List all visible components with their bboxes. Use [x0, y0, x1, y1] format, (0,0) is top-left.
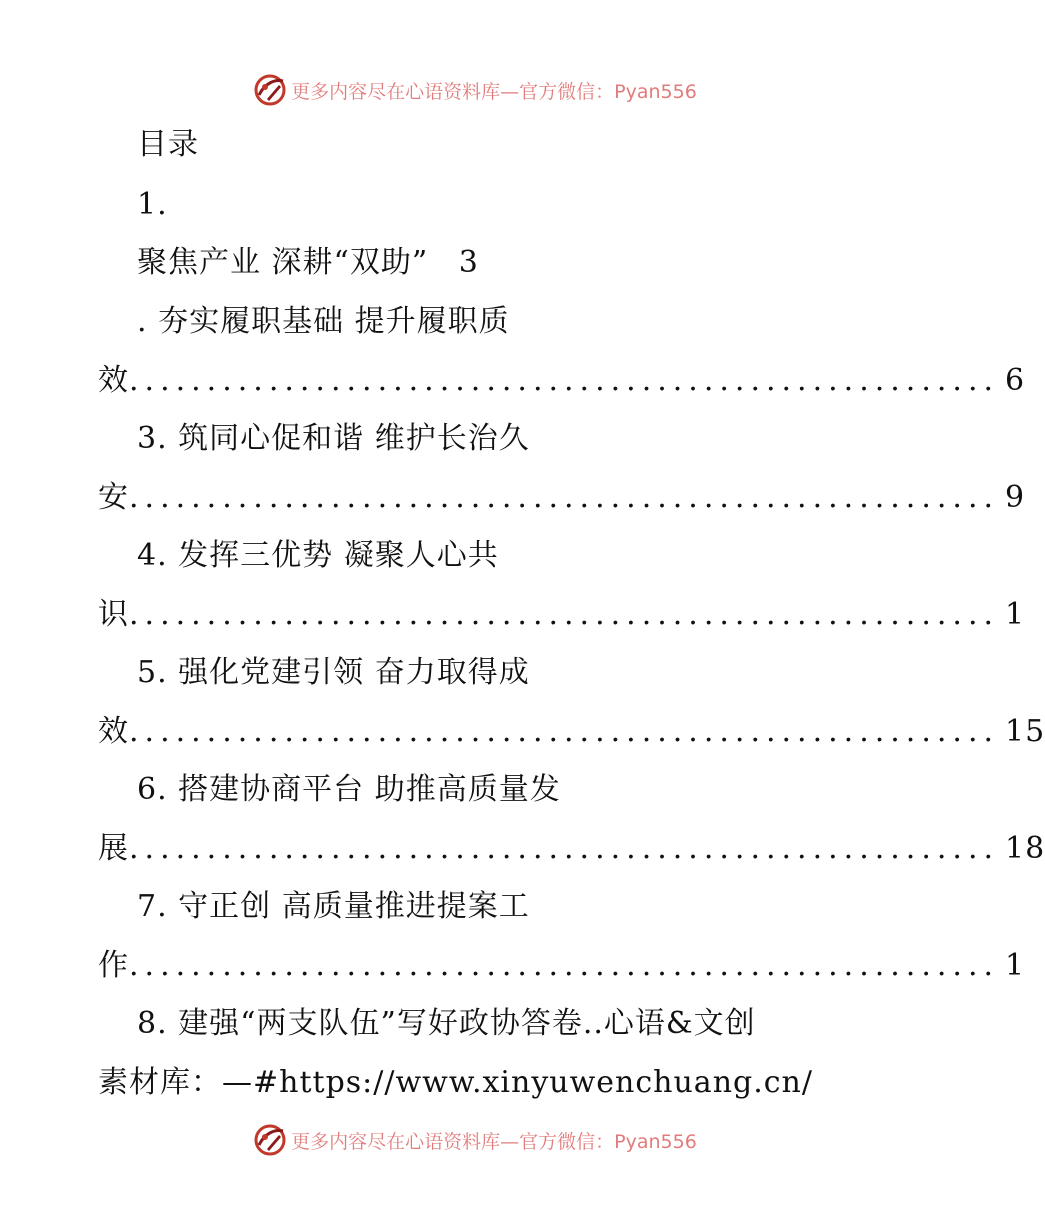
- toc-item-2-cont: 效: [98, 363, 129, 398]
- toc-item-1[interactable]: [137, 243, 479, 283]
- bottom-banner: [0, 1120, 950, 1160]
- toc-item-6-title[interactable]: 6. 搭建协商平台 助推高质量发: [137, 772, 561, 807]
- toc-item-1-number: 1.: [137, 187, 168, 222]
- toc-item-3-cont: 安: [98, 480, 129, 515]
- pen-logo-icon: [253, 73, 287, 107]
- toc-item-5-cont: 效: [98, 714, 129, 749]
- wechat-id: Pyan556: [614, 1130, 697, 1153]
- toc-item-5-page: 15: [1005, 714, 1045, 749]
- toc-item-8-cont[interactable]: 素材库：—#https://www.xinyuwenchuang.cn/: [98, 1065, 813, 1100]
- toc-item-7-cont: 作: [98, 948, 129, 983]
- toc-item-4-page: 1: [1005, 597, 1026, 632]
- toc-item-6-page: 18: [1005, 831, 1045, 866]
- toc-item-2-title[interactable]: . 夯实履职基础 提升履职质: [137, 304, 510, 339]
- pen-logo-icon: [253, 1123, 287, 1157]
- toc-item-6-leader: [98, 829, 1045, 869]
- toc-title: 目录: [137, 127, 199, 162]
- dot-leader: ........................................................: [129, 714, 1000, 749]
- toc-item-1-page: 3: [458, 245, 479, 280]
- toc-item-7-leader: [98, 946, 1026, 986]
- toc-item-6-cont: 展: [98, 831, 129, 866]
- toc-item-2-page: 6: [1005, 363, 1026, 398]
- toc-item-7-title[interactable]: 7. 守正创 高质量推进提案工: [137, 889, 530, 924]
- banner-text: 更多内容尽在心语资料库—官方微信：Pyan556: [291, 80, 697, 103]
- toc-item-3-title[interactable]: 3. 筑同心促和谐 维护长治久: [137, 421, 530, 456]
- dot-leader: ........................................................: [129, 363, 1000, 398]
- dot-leader: ........................................................: [129, 597, 1000, 632]
- toc-item-2-leader: [98, 361, 1026, 401]
- banner-text: 更多内容尽在心语资料库—官方微信：Pyan556: [291, 1130, 697, 1153]
- dot-leader: ........................................................: [129, 831, 1000, 866]
- dot-leader: ........................................................: [129, 948, 1000, 983]
- top-banner: [0, 70, 950, 110]
- toc-item-4-leader: [98, 595, 1026, 635]
- toc-item-4-cont: 识: [98, 597, 129, 632]
- toc-item-3-page: 9: [1005, 480, 1026, 515]
- dot-leader: ........................................................: [129, 480, 1000, 515]
- toc-item-7-page: 1: [1005, 948, 1026, 983]
- toc-item-4-title[interactable]: 4. 发挥三优势 凝聚人心共: [137, 538, 499, 573]
- toc-item-3-leader: [98, 478, 1026, 518]
- toc-item-1-title: 聚焦产业 深耕“双助”: [137, 245, 429, 280]
- toc-item-5-title[interactable]: 5. 强化党建引领 奋力取得成: [137, 655, 530, 690]
- wechat-id: Pyan556: [614, 80, 697, 103]
- toc-item-5-leader: [98, 712, 1045, 752]
- toc-item-8-title[interactable]: 8. 建强“两支队伍”写好政协答卷..心语&文创: [137, 1006, 756, 1041]
